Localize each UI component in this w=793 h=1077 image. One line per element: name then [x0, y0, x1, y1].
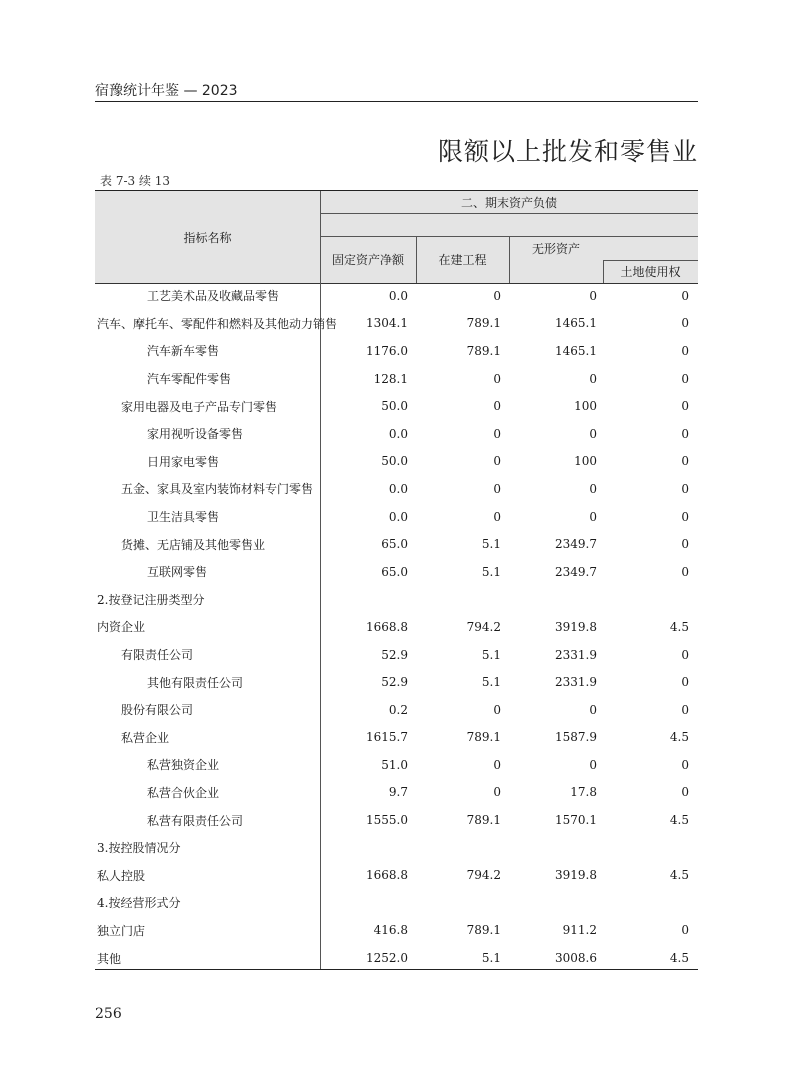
table-row [95, 779, 698, 807]
value-cell: 0.0 [388, 426, 408, 441]
value-cell: 65.0 [381, 564, 408, 579]
header-construction-in-progress: 在建工程 [438, 253, 487, 267]
row-label: 其他有限责任公司 [147, 675, 244, 690]
value-cell: 0.2 [388, 702, 408, 717]
value-cell: 1570.1 [555, 813, 597, 828]
table-row [95, 337, 698, 365]
value-cell: 51.0 [381, 757, 408, 772]
running-head: 宿豫统计年鉴 — 2023 [95, 83, 238, 99]
value-cell: 789.1 [466, 316, 501, 331]
row-label: 货摊、无店铺及其他零售业 [121, 537, 266, 552]
value-cell: 100 [574, 399, 597, 414]
value-cell: 100 [574, 454, 597, 469]
row-label: 汽车、摩托车、零配件和燃料及其他动力销售 [97, 316, 338, 331]
table-row [95, 448, 698, 476]
value-cell: 128.1 [373, 371, 408, 386]
row-label: 汽车零配件零售 [147, 372, 232, 387]
row-label: 2.按登记注册类型分 [97, 592, 205, 607]
table-row [95, 751, 698, 779]
value-cell: 0 [681, 923, 689, 938]
value-cell: 1615.7 [366, 730, 408, 745]
value-cell: 1668.8 [366, 868, 408, 883]
value-cell: 911.2 [562, 923, 597, 938]
row-label: 日用家电零售 [147, 454, 220, 469]
value-cell: 0 [589, 371, 597, 386]
row-label: 汽车新车零售 [147, 344, 220, 359]
table-body [95, 282, 698, 970]
value-cell: 0 [681, 288, 689, 303]
value-cell: 5.1 [481, 675, 501, 690]
value-cell: 5.1 [481, 647, 501, 662]
table-row [95, 392, 698, 420]
row-label: 独立门店 [97, 923, 146, 938]
value-cell: 0 [681, 481, 689, 496]
value-cell: 0 [589, 288, 597, 303]
row-label: 私人控股 [97, 868, 146, 883]
value-cell: 0 [589, 426, 597, 441]
table-row [95, 641, 698, 669]
row-label: 有限责任公司 [121, 648, 194, 663]
value-cell: 0 [681, 675, 689, 690]
value-cell: 3008.6 [555, 951, 597, 966]
value-cell: 1465.1 [555, 343, 597, 358]
value-cell: 0 [681, 343, 689, 358]
value-cell: 50.0 [381, 454, 408, 469]
value-cell: 0 [493, 399, 501, 414]
value-cell: 0.0 [388, 509, 408, 524]
value-cell: 789.1 [466, 813, 501, 828]
table-row [95, 668, 698, 696]
row-label: 工艺美术品及收藏品零售 [147, 289, 280, 304]
table-row [95, 586, 698, 614]
value-cell: 0 [681, 702, 689, 717]
value-cell: 0 [589, 757, 597, 772]
value-cell: 1555.0 [366, 813, 408, 828]
row-label: 3.按控股情况分 [97, 841, 181, 856]
table-header [95, 190, 698, 284]
value-cell: 0 [493, 509, 501, 524]
row-label: 私营有限责任公司 [147, 813, 244, 828]
value-cell: 2349.7 [555, 564, 597, 579]
value-cell: 0 [681, 537, 689, 552]
value-cell: 1668.8 [366, 619, 408, 634]
header-fixed-assets-net: 固定资产净额 [331, 253, 404, 267]
value-cell: 4.5 [669, 619, 689, 634]
value-cell: 0 [681, 647, 689, 662]
value-cell: 5.1 [481, 564, 501, 579]
row-label: 内资企业 [97, 620, 146, 635]
value-cell: 4.5 [669, 813, 689, 828]
value-cell: 789.1 [466, 923, 501, 938]
row-label: 五金、家具及室内装饰材料专门零售 [121, 482, 314, 497]
table-row [95, 724, 698, 752]
row-label: 私营合伙企业 [147, 785, 220, 800]
row-label: 私营独资企业 [147, 758, 220, 773]
row-label: 股份有限公司 [121, 703, 194, 718]
value-cell: 0 [589, 509, 597, 524]
value-cell: 52.9 [381, 647, 408, 662]
value-cell: 4.5 [669, 868, 689, 883]
value-cell: 0 [493, 785, 501, 800]
value-cell: 0 [681, 399, 689, 414]
header-indicator-name: 指标名称 [183, 230, 232, 245]
row-label: 家用电器及电子产品专门零售 [121, 399, 278, 414]
table-row [95, 365, 698, 393]
value-cell: 1304.1 [366, 316, 408, 331]
value-cell: 52.9 [381, 675, 408, 690]
value-cell: 0 [681, 426, 689, 441]
value-cell: 0 [681, 509, 689, 524]
header-rule [95, 101, 698, 102]
value-cell: 0 [681, 785, 689, 800]
value-cell: 50.0 [381, 399, 408, 414]
header-land-use-rights: 土地使用权 [620, 265, 681, 279]
value-cell: 1465.1 [555, 316, 597, 331]
table-rows [95, 282, 698, 972]
row-label: 家用视听设备零售 [147, 427, 244, 442]
table-row [95, 475, 698, 503]
value-cell: 2349.7 [555, 537, 597, 552]
table-row [95, 696, 698, 724]
value-cell: 4.5 [669, 730, 689, 745]
table-row [95, 420, 698, 448]
table-row [95, 503, 698, 531]
value-cell: 0 [493, 481, 501, 496]
value-cell: 789.1 [466, 730, 501, 745]
value-cell: 5.1 [481, 537, 501, 552]
value-cell: 0 [589, 481, 597, 496]
value-cell: 3919.8 [555, 868, 597, 883]
value-cell: 0 [681, 454, 689, 469]
value-cell: 17.8 [570, 785, 597, 800]
value-cell: 1176.0 [366, 343, 408, 358]
table-row [95, 282, 698, 310]
value-cell: 789.1 [466, 343, 501, 358]
table-row [95, 613, 698, 641]
header-intangible-assets: 无形资产 [531, 241, 580, 256]
value-cell: 1587.9 [555, 730, 597, 745]
table-id: 表 7-3 续 13 [100, 174, 171, 188]
table-row [95, 806, 698, 834]
page-number: 256 [95, 1006, 122, 1022]
page-title: 限额以上批发和零售业 [437, 137, 698, 166]
value-cell: 416.8 [373, 923, 408, 938]
row-label: 其他 [97, 951, 122, 966]
table-row [95, 944, 698, 972]
header-group-assets-liabilities: 二、期末资产负债 [320, 191, 698, 214]
value-cell: 5.1 [481, 951, 501, 966]
table-row [95, 917, 698, 945]
table-row [95, 861, 698, 889]
value-cell: 0 [493, 454, 501, 469]
value-cell: 0.0 [388, 481, 408, 496]
value-cell: 0 [681, 371, 689, 386]
row-label: 互联网零售 [147, 565, 208, 580]
value-cell: 0 [493, 371, 501, 386]
value-cell: 794.2 [466, 868, 501, 883]
value-cell: 0 [493, 757, 501, 772]
row-label: 私营企业 [121, 730, 170, 745]
table-row [95, 530, 698, 558]
value-cell: 0 [493, 702, 501, 717]
table-row [95, 889, 698, 917]
value-cell: 3919.8 [555, 619, 597, 634]
value-cell: 1252.0 [366, 951, 408, 966]
value-cell: 794.2 [466, 619, 501, 634]
value-cell: 0 [681, 757, 689, 772]
value-cell: 65.0 [381, 537, 408, 552]
value-cell: 0 [681, 564, 689, 579]
row-label: 4.按经营形式分 [97, 896, 181, 911]
value-cell: 0 [493, 426, 501, 441]
value-cell: 4.5 [669, 951, 689, 966]
table-row [95, 310, 698, 338]
table-row [95, 834, 698, 862]
value-cell: 0 [493, 288, 501, 303]
value-cell: 0 [681, 316, 689, 331]
row-label: 卫生洁具零售 [147, 510, 220, 525]
value-cell: 0.0 [388, 288, 408, 303]
value-cell: 2331.9 [555, 647, 597, 662]
value-cell: 9.7 [388, 785, 408, 800]
value-cell: 2331.9 [555, 675, 597, 690]
table-row [95, 558, 698, 586]
value-cell: 0 [589, 702, 597, 717]
